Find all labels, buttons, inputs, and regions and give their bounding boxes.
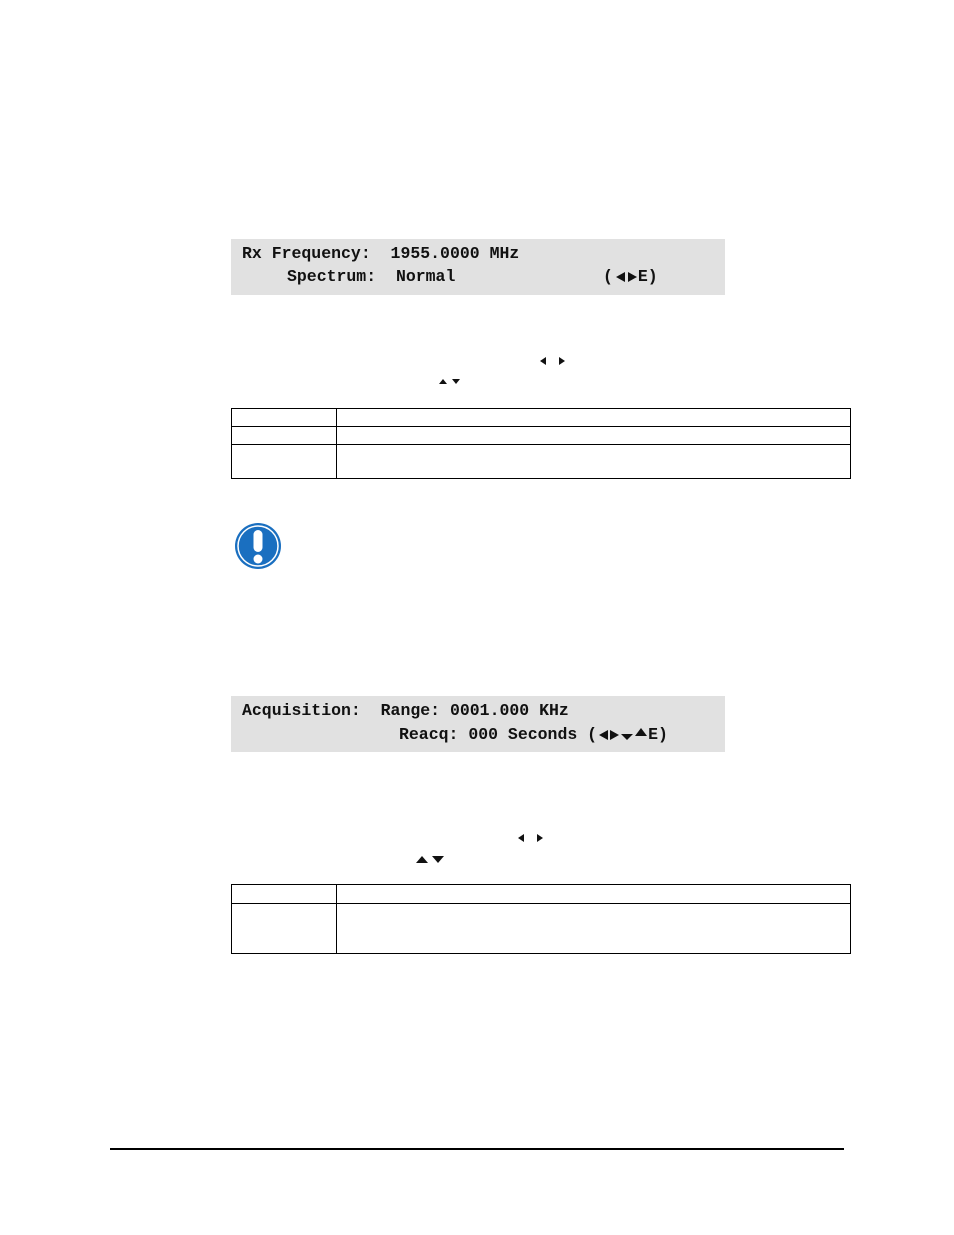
- up-arrow-icon: [416, 856, 428, 863]
- left-arrow-icon: [599, 730, 608, 740]
- inline-up-down-arrows: [439, 373, 460, 391]
- inline-left-right-arrows: [518, 829, 543, 847]
- left-arrow-icon: [540, 357, 546, 365]
- rx-frequency-label: Rx Frequency:: [242, 244, 371, 263]
- right-arrow-icon: [610, 730, 619, 740]
- exclamation-icon: [234, 522, 282, 570]
- lcd-line-1: [242, 244, 519, 264]
- left-arrow-icon: [518, 834, 524, 842]
- lcd-line-2: Reacq: 000 Seconds ( E): [399, 725, 668, 744]
- acquisition-label: Acquisition:: [242, 701, 361, 720]
- up-arrow-icon: [635, 728, 647, 736]
- range-value: 0001.000 KHz: [449, 701, 569, 720]
- rx-frequency-value: 1955.0000 MHz: [390, 244, 520, 263]
- lcd-display-rx-frequency: [231, 239, 725, 295]
- right-arrow-icon: [537, 834, 543, 842]
- lcd-display-acquisition: [231, 696, 725, 752]
- acquisition-options-table: [231, 884, 851, 954]
- table-row: [232, 445, 851, 479]
- spectrum-value: Normal: [395, 267, 456, 286]
- reacq-value: 000 Seconds: [468, 725, 578, 744]
- table-row: [232, 885, 851, 904]
- lcd-line-1: [242, 701, 569, 721]
- table-row: [232, 904, 851, 954]
- inline-left-right-arrows: [540, 352, 565, 370]
- table-row: [232, 409, 851, 427]
- lcd-nav-hint: ( E): [603, 267, 658, 286]
- right-arrow-icon: [559, 357, 565, 365]
- spectrum-options-table: [231, 408, 851, 479]
- down-arrow-icon: [452, 379, 460, 384]
- down-arrow-icon: [621, 734, 633, 740]
- table-row: [232, 427, 851, 445]
- footer-rule: [110, 1148, 844, 1150]
- reacq-label: Reacq:: [399, 725, 459, 744]
- range-label: Range:: [380, 701, 441, 720]
- left-arrow-icon: [616, 272, 625, 282]
- down-arrow-icon: [432, 856, 444, 863]
- inline-up-down-arrows: [416, 851, 444, 869]
- spectrum-label: Spectrum:: [287, 267, 377, 286]
- right-arrow-icon: [628, 272, 637, 282]
- lcd-line-2: [287, 267, 455, 287]
- up-arrow-icon: [439, 379, 447, 384]
